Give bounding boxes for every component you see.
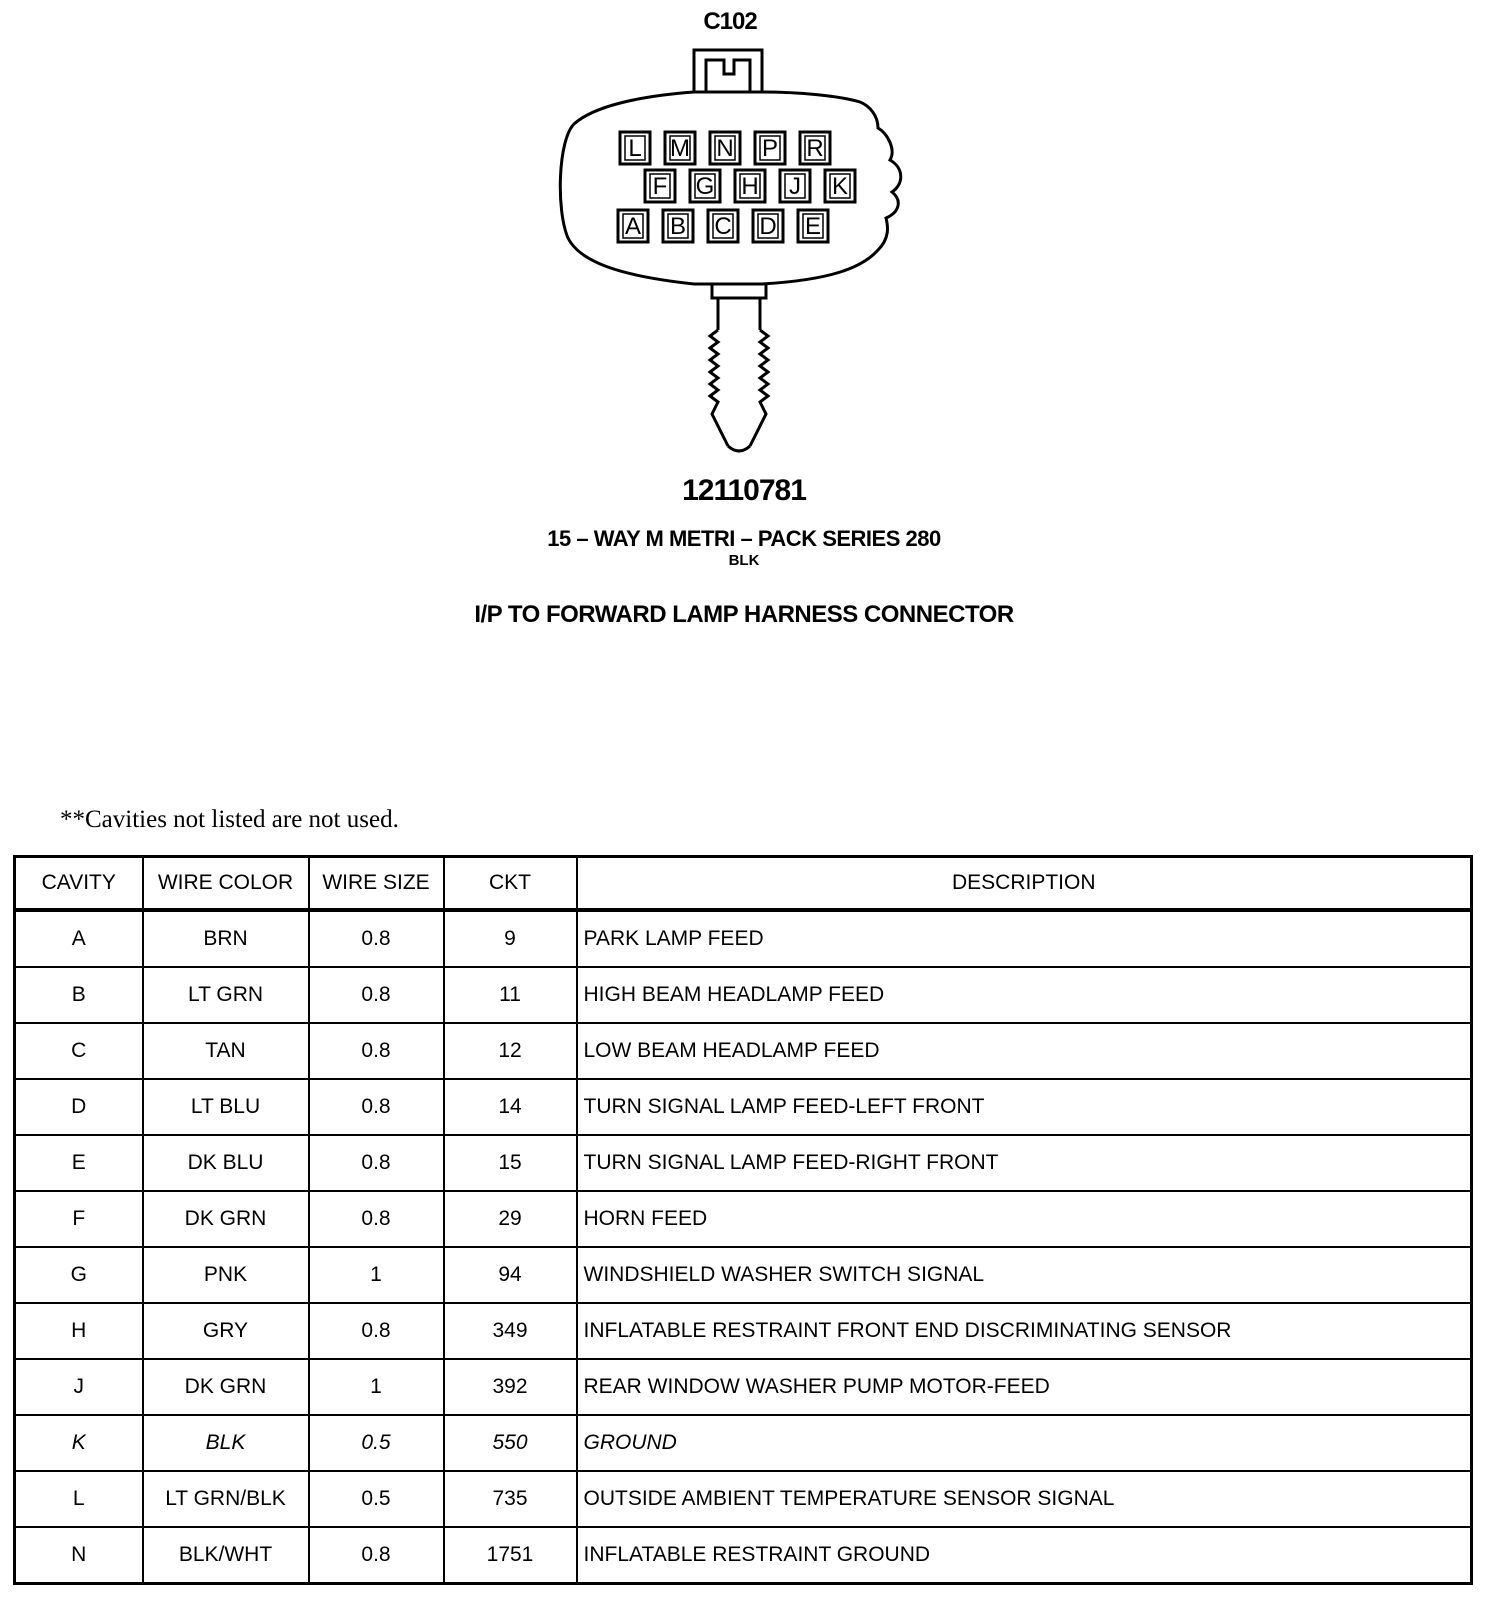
cell-cavity: E — [15, 1135, 143, 1191]
harness-zigzag-left — [710, 330, 728, 446]
cell-wire-color: PNK — [143, 1247, 309, 1303]
table-row — [15, 1415, 1472, 1471]
header-cavity: CAVITY — [15, 857, 143, 911]
cell-wire-color: GRY — [143, 1303, 309, 1359]
cell-wire-color: LT BLU — [143, 1079, 309, 1135]
cell-wire-size: 0.5 — [309, 1415, 444, 1471]
pinout-table — [13, 855, 1473, 1585]
table-row — [15, 1247, 1472, 1303]
cell-ckt: 735 — [444, 1471, 577, 1527]
table-row — [15, 1527, 1472, 1584]
cell-wire-size: 0.8 — [309, 1023, 444, 1079]
connector-series: 15 – WAY M METRI – PACK SERIES 280 — [547, 526, 941, 551]
cell-cavity: J — [15, 1359, 143, 1415]
cell-description: GROUND — [577, 1415, 1472, 1471]
cell-description: INFLATABLE RESTRAINT GROUND — [577, 1527, 1472, 1584]
cell-wire-size: 0.8 — [309, 967, 444, 1023]
connector-diagram — [0, 0, 1488, 470]
pin-label-c: C — [714, 213, 732, 240]
cell-wire-color: BLK — [143, 1415, 309, 1471]
cell-wire-size: 1 — [309, 1247, 444, 1303]
harness-zigzag-right — [750, 330, 768, 446]
pin-label-d: D — [759, 213, 777, 240]
connector-name: I/P TO FORWARD LAMP HARNESS CONNECTOR — [474, 601, 1014, 628]
cell-description: TURN SIGNAL LAMP FEED-RIGHT FRONT — [577, 1135, 1472, 1191]
cell-wire-size: 0.8 — [309, 910, 444, 967]
table-row — [15, 1023, 1472, 1079]
header-wire-size: WIRE SIZE — [309, 857, 444, 911]
cell-wire-size: 0.8 — [309, 1135, 444, 1191]
cell-cavity: B — [15, 967, 143, 1023]
cell-cavity: D — [15, 1079, 143, 1135]
harness-tip — [728, 446, 750, 451]
cell-cavity: H — [15, 1303, 143, 1359]
cell-wire-color: TAN — [143, 1023, 309, 1079]
table-row — [15, 910, 1472, 967]
table-row — [15, 1471, 1472, 1527]
pin-label-k: K — [831, 173, 849, 200]
cell-description: TURN SIGNAL LAMP FEED-LEFT FRONT — [577, 1079, 1472, 1135]
cell-ckt: 94 — [444, 1247, 577, 1303]
cell-cavity: F — [15, 1191, 143, 1247]
cell-description: OUTSIDE AMBIENT TEMPERATURE SENSOR SIGNAL — [577, 1471, 1472, 1527]
cell-wire-color: BLK/WHT — [143, 1527, 309, 1584]
cell-description: HIGH BEAM HEADLAMP FEED — [577, 967, 1472, 1023]
pin-label-r: R — [806, 135, 824, 162]
cell-description: INFLATABLE RESTRAINT FRONT END DISCRIMINATING SENSOR — [577, 1303, 1472, 1359]
connector-latch — [694, 50, 762, 92]
cell-wire-size: 0.8 — [309, 1527, 444, 1584]
cell-cavity: L — [15, 1471, 143, 1527]
cell-ckt: 550 — [444, 1415, 577, 1471]
harness-boot — [712, 284, 766, 330]
cell-wire-color: BRN — [143, 910, 309, 967]
part-number: 12110781 — [682, 474, 806, 507]
cell-wire-color: LT GRN/BLK — [143, 1471, 309, 1527]
cell-cavity: C — [15, 1023, 143, 1079]
cell-ckt: 1751 — [444, 1527, 577, 1584]
pin-label-f: F — [652, 173, 668, 200]
pin-label-h: H — [741, 173, 759, 200]
pin-label-n: N — [716, 135, 734, 162]
unused-cavities-note: **Cavities not listed are not used. — [60, 806, 399, 833]
pin-label-e: E — [804, 213, 822, 240]
pin-label-a: A — [624, 213, 642, 240]
table-row — [15, 967, 1472, 1023]
cell-cavity: K — [15, 1415, 143, 1471]
connector-color: BLK — [728, 552, 760, 569]
cell-ckt: 15 — [444, 1135, 577, 1191]
cell-ckt: 12 — [444, 1023, 577, 1079]
connector-id: C102 — [703, 8, 757, 35]
table-row — [15, 1079, 1472, 1135]
cell-wire-size: 0.5 — [309, 1471, 444, 1527]
header-description: DESCRIPTION — [577, 857, 1472, 911]
pin-label-b: B — [669, 213, 687, 240]
cell-cavity: N — [15, 1527, 143, 1584]
cell-cavity: A — [15, 910, 143, 967]
cell-wire-size: 1 — [309, 1359, 444, 1415]
cell-ckt: 29 — [444, 1191, 577, 1247]
cell-wire-color: DK GRN — [143, 1359, 309, 1415]
cell-description: PARK LAMP FEED — [577, 910, 1472, 967]
pin-label-j: J — [789, 173, 801, 200]
pin-label-m: M — [670, 135, 690, 162]
cell-description: HORN FEED — [577, 1191, 1472, 1247]
pin-label-g: G — [695, 173, 715, 200]
cell-cavity: G — [15, 1247, 143, 1303]
table-row — [15, 1359, 1472, 1415]
cell-ckt: 14 — [444, 1079, 577, 1135]
cell-ckt: 9 — [444, 910, 577, 967]
cell-description: REAR WINDOW WASHER PUMP MOTOR-FEED — [577, 1359, 1472, 1415]
header-wire-color: WIRE COLOR — [143, 857, 309, 911]
cell-wire-color: LT GRN — [143, 967, 309, 1023]
cell-wire-size: 0.8 — [309, 1191, 444, 1247]
cell-ckt: 392 — [444, 1359, 577, 1415]
cell-description: WINDSHIELD WASHER SWITCH SIGNAL — [577, 1247, 1472, 1303]
header-ckt: CKT — [444, 857, 577, 911]
table-row — [15, 1135, 1472, 1191]
table-row — [15, 1191, 1472, 1247]
cell-wire-size: 0.8 — [309, 1303, 444, 1359]
pin-cavities — [618, 132, 855, 242]
pin-label-l: L — [628, 135, 642, 162]
pin-label-p: P — [761, 135, 779, 162]
cell-wire-color: DK BLU — [143, 1135, 309, 1191]
table-header-row — [15, 857, 1472, 911]
cell-wire-size: 0.8 — [309, 1079, 444, 1135]
cell-ckt: 349 — [444, 1303, 577, 1359]
cell-description: LOW BEAM HEADLAMP FEED — [577, 1023, 1472, 1079]
table-row — [15, 1303, 1472, 1359]
cell-wire-color: DK GRN — [143, 1191, 309, 1247]
cell-ckt: 11 — [444, 967, 577, 1023]
